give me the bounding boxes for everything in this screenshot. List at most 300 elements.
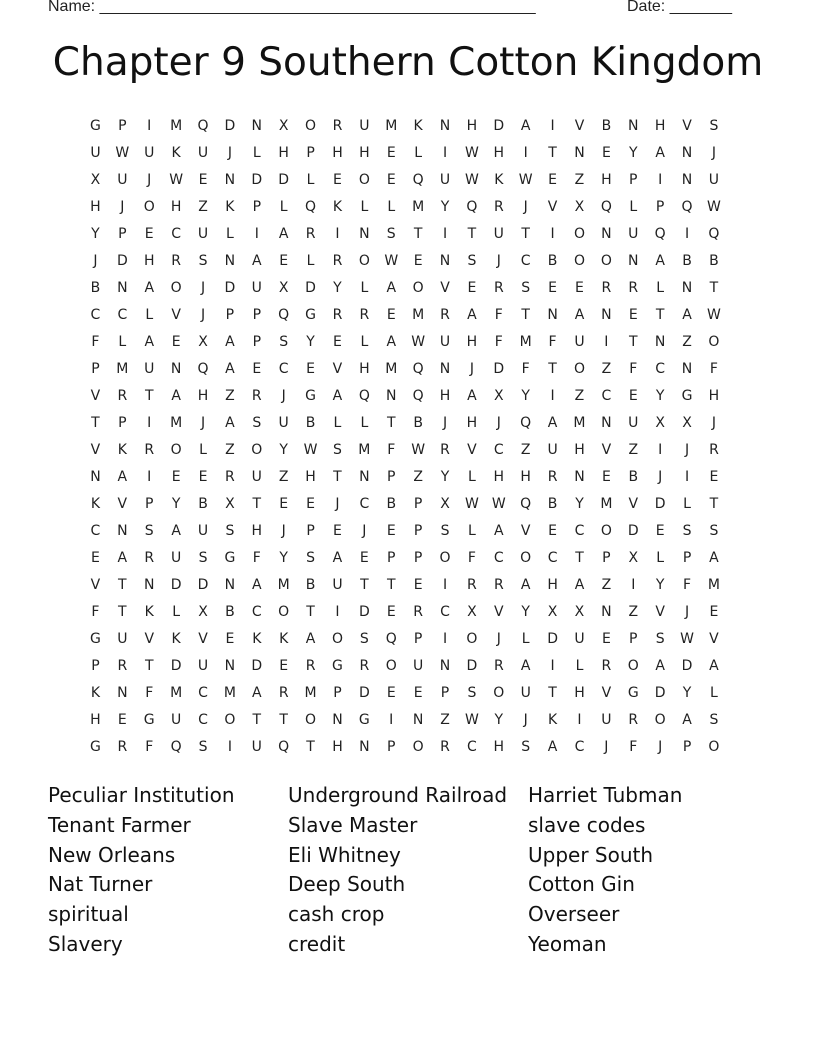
- grid-letter: W: [707, 198, 721, 215]
- grid-letter: L: [656, 279, 665, 296]
- grid-letter: E: [198, 468, 208, 485]
- grid-letter: J: [200, 279, 206, 296]
- word-list-item: Yeoman: [528, 931, 607, 956]
- grid-letter: U: [359, 117, 370, 134]
- grid-letter: Q: [197, 360, 209, 377]
- grid-letter: D: [493, 117, 505, 134]
- grid-letter: P: [91, 657, 100, 674]
- grid-letter: E: [601, 468, 611, 485]
- grid-letter: U: [251, 468, 262, 485]
- grid-letter: A: [655, 657, 665, 674]
- grid-letter: K: [494, 171, 504, 188]
- grid-letter: K: [144, 603, 154, 620]
- word-list-item: slave codes: [528, 812, 646, 837]
- grid-letter: A: [278, 225, 289, 242]
- grid-letter: W: [464, 495, 479, 512]
- grid-letter: K: [90, 684, 101, 701]
- grid-letter: A: [225, 333, 235, 350]
- grid-letter: B: [709, 252, 719, 269]
- grid-letter: D: [170, 576, 182, 593]
- grid-letter: R: [278, 684, 289, 701]
- grid-letter: F: [252, 549, 261, 566]
- grid-letter: B: [198, 495, 208, 512]
- word-list-item: spiritual: [48, 902, 129, 927]
- grid-letter: A: [252, 684, 262, 701]
- grid-letter: V: [494, 603, 504, 620]
- grid-letter: T: [548, 360, 557, 377]
- grid-letter: H: [251, 522, 263, 539]
- grid-letter: P: [682, 549, 692, 566]
- grid-letter: O: [573, 225, 585, 242]
- grid-letter: A: [332, 387, 343, 404]
- grid-letter: R: [144, 549, 155, 566]
- grid-letter: H: [708, 387, 720, 404]
- grid-letter: G: [627, 684, 639, 701]
- grid-letter: V: [171, 306, 181, 323]
- grid-letter: L: [575, 657, 584, 674]
- grid-letter: F: [91, 603, 100, 620]
- word-search-grid: [82, 112, 742, 760]
- grid-letter: Q: [385, 630, 397, 647]
- grid-letter: P: [118, 225, 127, 242]
- grid-letter: K: [413, 117, 423, 134]
- grid-letter: O: [439, 549, 451, 566]
- grid-letter: E: [198, 171, 208, 188]
- grid-letter: N: [439, 360, 451, 377]
- grid-letter: W: [115, 144, 130, 161]
- grid-letter: D: [654, 684, 666, 701]
- grid-letter: A: [655, 252, 665, 269]
- grid-letter: V: [601, 441, 612, 458]
- grid-letter: E: [386, 144, 396, 161]
- grid-letter: P: [413, 522, 423, 539]
- grid-letter: G: [358, 711, 370, 728]
- grid-letter: T: [655, 306, 665, 323]
- grid-letter: O: [305, 711, 317, 728]
- grid-letter: Q: [412, 387, 424, 404]
- grid-letter: C: [655, 360, 666, 377]
- word-list-item: Slave Master: [288, 812, 418, 837]
- grid-letter: N: [654, 333, 666, 350]
- grid-letter: U: [117, 171, 128, 188]
- grid-letter: Y: [440, 198, 450, 215]
- grid-letter: U: [197, 522, 209, 539]
- grid-letter: D: [170, 657, 182, 674]
- grid-letter: T: [118, 576, 127, 593]
- grid-letter: N: [681, 360, 693, 377]
- grid-letter: Q: [412, 360, 424, 377]
- grid-letter: E: [548, 279, 558, 296]
- grid-letter: U: [439, 171, 451, 188]
- grid-letter: U: [117, 630, 128, 647]
- grid-letter: U: [144, 360, 155, 377]
- grid-letter: K: [225, 198, 235, 215]
- grid-letter: A: [709, 657, 719, 674]
- word-column: [288, 781, 528, 960]
- grid-letter: H: [90, 198, 101, 215]
- grid-letter: L: [225, 225, 234, 242]
- grid-letter: S: [279, 333, 289, 350]
- grid-letter: F: [145, 684, 154, 701]
- grid-letter: E: [655, 522, 665, 539]
- grid-letter: C: [251, 603, 262, 620]
- grid-letter: Q: [197, 117, 209, 134]
- grid-letter: Z: [574, 387, 585, 404]
- grid-letter: Q: [520, 414, 532, 431]
- word-column: [48, 781, 288, 960]
- grid-letter: R: [601, 657, 612, 674]
- grid-letter: R: [413, 603, 423, 620]
- grid-letter: N: [224, 171, 236, 188]
- grid-letter: R: [493, 657, 504, 674]
- grid-letter: U: [708, 171, 720, 188]
- grid-letter: Q: [708, 225, 720, 242]
- grid-letter: O: [627, 657, 639, 674]
- grid-letter: I: [442, 144, 448, 161]
- grid-letter: S: [440, 522, 450, 539]
- grid-letter: O: [573, 360, 585, 377]
- grid-letter: E: [225, 630, 235, 647]
- grid-letter: G: [305, 387, 316, 404]
- grid-letter: I: [147, 414, 152, 431]
- grid-letter: N: [681, 144, 693, 161]
- grid-letter: I: [604, 333, 609, 350]
- grid-letter: P: [682, 738, 692, 755]
- grid-letter: F: [683, 576, 692, 593]
- word-list-item: Nat Turner: [48, 872, 153, 897]
- grid-letter: E: [144, 225, 154, 242]
- grid-letter: Q: [305, 198, 317, 215]
- grid-letter: N: [574, 144, 585, 161]
- word-list-item: Peculiar Institution: [48, 783, 235, 807]
- grid-letter: Y: [521, 387, 530, 404]
- grid-letter: L: [387, 198, 396, 215]
- grid-letter: J: [227, 144, 232, 161]
- grid-row: [82, 706, 742, 733]
- grid-letter: W: [680, 630, 694, 647]
- grid-letter: X: [90, 171, 101, 188]
- grid-letter: J: [658, 738, 663, 755]
- grid-letter: V: [467, 441, 477, 458]
- grid-letter: R: [225, 468, 235, 485]
- grid-letter: O: [224, 711, 236, 728]
- grid-letter: R: [171, 252, 181, 269]
- grid-letter: S: [333, 441, 342, 458]
- grid-letter: N: [117, 522, 128, 539]
- grid-letter: X: [278, 117, 289, 134]
- grid-letter: P: [413, 549, 423, 566]
- grid-letter: S: [467, 684, 477, 701]
- grid-letter: D: [681, 657, 693, 674]
- grid-letter: C: [198, 711, 208, 728]
- grid-letter: Q: [681, 198, 693, 215]
- grid-letter: I: [658, 441, 663, 458]
- grid-letter: T: [575, 549, 584, 566]
- grid-letter: V: [440, 279, 450, 296]
- grid-letter: X: [198, 333, 208, 350]
- grid-letter: V: [90, 387, 101, 404]
- grid-letter: R: [467, 576, 477, 593]
- grid-letter: U: [251, 738, 262, 755]
- grid-letter: P: [118, 117, 127, 134]
- grid-letter: S: [386, 225, 396, 242]
- grid-letter: F: [629, 360, 638, 377]
- grid-row: [82, 463, 742, 490]
- grid-letter: X: [682, 414, 692, 431]
- grid-letter: A: [144, 279, 155, 296]
- grid-letter: E: [413, 684, 423, 701]
- grid-letter: M: [304, 684, 317, 701]
- grid-letter: D: [116, 252, 128, 269]
- grid-letter: O: [600, 522, 612, 539]
- grid-letter: X: [655, 414, 665, 431]
- grid-letter: U: [493, 225, 504, 242]
- grid-letter: C: [90, 306, 101, 323]
- grid-letter: F: [387, 441, 396, 458]
- grid-letter: T: [521, 306, 530, 323]
- grid-letter: L: [172, 603, 181, 620]
- grid-letter: E: [467, 279, 477, 296]
- grid-letter: Z: [440, 711, 450, 728]
- grid-letter: Y: [521, 603, 530, 620]
- grid-letter: S: [306, 549, 316, 566]
- grid-letter: O: [331, 630, 343, 647]
- grid-letter: L: [360, 333, 369, 350]
- grid-letter: A: [520, 117, 531, 134]
- grid-letter: M: [170, 414, 183, 431]
- grid-letter: N: [224, 252, 236, 269]
- grid-letter: L: [414, 144, 423, 161]
- grid-row: [82, 166, 742, 193]
- word-list-item: cash crop: [288, 902, 385, 927]
- grid-letter: U: [547, 441, 558, 458]
- grid-letter: V: [198, 630, 208, 647]
- grid-letter: E: [117, 711, 127, 728]
- grid-letter: S: [709, 522, 719, 539]
- grid-letter: K: [117, 441, 127, 458]
- grid-letter: R: [359, 306, 370, 323]
- grid-letter: A: [305, 630, 316, 647]
- grid-letter: Q: [654, 225, 666, 242]
- word-list-item: Upper South: [528, 842, 654, 867]
- grid-letter: J: [281, 522, 286, 539]
- grid-letter: J: [200, 306, 206, 323]
- grid-letter: N: [601, 306, 612, 323]
- grid-letter: P: [440, 684, 450, 701]
- grid-letter: L: [468, 522, 476, 539]
- grid-letter: Q: [170, 738, 182, 755]
- grid-letter: W: [411, 441, 426, 458]
- grid-letter: G: [305, 306, 316, 323]
- grid-letter: D: [224, 117, 236, 134]
- grid-letter: K: [171, 144, 181, 161]
- grid-letter: O: [654, 711, 666, 728]
- grid-letter: V: [144, 630, 155, 647]
- grid-letter: T: [306, 738, 315, 755]
- grid-letter: U: [332, 576, 343, 593]
- grid-letter: H: [601, 171, 612, 188]
- grid-letter: A: [574, 576, 585, 593]
- grid-letter: H: [143, 252, 155, 269]
- grid-letter: I: [658, 171, 663, 188]
- grid-letter: S: [682, 522, 692, 539]
- grid-letter: H: [439, 387, 451, 404]
- grid-letter: T: [628, 333, 638, 350]
- grid-letter: N: [601, 414, 612, 431]
- grid-letter: L: [199, 441, 207, 458]
- name-field-label: Name: _________________________________________________: [48, 0, 536, 15]
- grid-letter: L: [118, 333, 127, 350]
- grid-letter: U: [144, 144, 155, 161]
- grid-letter: I: [550, 225, 555, 242]
- grid-letter: X: [467, 603, 477, 620]
- grid-letter: K: [252, 630, 262, 647]
- grid-row: [82, 679, 742, 706]
- grid-letter: T: [548, 144, 557, 161]
- grid-row: [82, 490, 742, 517]
- grid-letter: H: [493, 738, 505, 755]
- grid-letter: N: [439, 117, 451, 134]
- grid-letter: S: [144, 522, 154, 539]
- grid-letter: A: [655, 144, 665, 161]
- grid-letter: A: [171, 387, 181, 404]
- grid-letter: N: [224, 576, 236, 593]
- grid-letter: R: [117, 387, 128, 404]
- grid-letter: P: [118, 414, 127, 431]
- grid-letter: A: [574, 306, 585, 323]
- grid-letter: V: [117, 495, 128, 512]
- grid-letter: F: [494, 333, 503, 350]
- grid-letter: W: [384, 252, 399, 269]
- grid-letter: T: [333, 468, 342, 485]
- grid-letter: X: [574, 603, 585, 620]
- grid-letter: T: [467, 225, 477, 242]
- grid-letter: U: [251, 279, 262, 296]
- grid-letter: H: [574, 684, 585, 701]
- grid-letter: U: [197, 144, 209, 161]
- grid-letter: P: [413, 630, 423, 647]
- grid-letter: M: [412, 306, 425, 323]
- grid-letter: X: [278, 279, 289, 296]
- grid-letter: L: [252, 144, 261, 161]
- grid-letter: E: [628, 387, 638, 404]
- grid-letter: W: [491, 495, 506, 512]
- grid-letter: J: [684, 603, 690, 620]
- grid-letter: V: [682, 117, 692, 134]
- grid-letter: A: [225, 360, 235, 377]
- grid-letter: Y: [306, 333, 315, 350]
- grid-letter: Y: [440, 468, 450, 485]
- grid-letter: S: [359, 630, 369, 647]
- grid-letter: O: [143, 198, 155, 215]
- grid-letter: U: [574, 333, 585, 350]
- grid-letter: O: [358, 252, 370, 269]
- grid-letter: O: [170, 279, 182, 296]
- grid-letter: T: [548, 684, 557, 701]
- grid-letter: J: [200, 414, 206, 431]
- grid-letter: M: [573, 414, 586, 431]
- grid-letter: T: [413, 225, 423, 242]
- grid-letter: T: [709, 279, 719, 296]
- grid-letter: A: [709, 549, 719, 566]
- grid-letter: O: [708, 738, 720, 755]
- grid-letter: H: [359, 144, 370, 161]
- grid-letter: N: [681, 279, 693, 296]
- grid-letter: J: [335, 495, 340, 512]
- grid-letter: C: [171, 225, 181, 242]
- grid-letter: L: [306, 252, 315, 269]
- grid-letter: N: [90, 468, 101, 485]
- grid-letter: J: [93, 252, 98, 269]
- grid-letter: W: [464, 171, 479, 188]
- grid-letter: C: [520, 252, 531, 269]
- grid-letter: B: [547, 252, 558, 269]
- grid-row: [82, 301, 742, 328]
- grid-letter: N: [601, 225, 612, 242]
- grid-letter: M: [519, 333, 532, 350]
- grid-letter: C: [493, 549, 504, 566]
- grid-letter: O: [358, 171, 370, 188]
- grid-letter: C: [574, 522, 585, 539]
- grid-letter: I: [631, 576, 636, 593]
- grid-letter: C: [117, 306, 128, 323]
- grid-letter: V: [520, 522, 531, 539]
- grid-letter: S: [252, 414, 262, 431]
- grid-row: [82, 193, 742, 220]
- grid-letter: R: [117, 738, 128, 755]
- grid-letter: U: [628, 414, 639, 431]
- grid-letter: X: [574, 198, 585, 215]
- grid-letter: C: [547, 549, 558, 566]
- grid-letter: H: [466, 117, 478, 134]
- grid-letter: J: [658, 468, 663, 485]
- grid-letter: H: [466, 414, 478, 431]
- grid-letter: E: [601, 144, 611, 161]
- grid-letter: O: [385, 657, 397, 674]
- grid-letter: V: [90, 576, 101, 593]
- grid-letter: U: [574, 630, 585, 647]
- grid-letter: I: [147, 117, 152, 134]
- grid-letter: U: [170, 711, 182, 728]
- grid-letter: U: [90, 144, 101, 161]
- grid-letter: E: [306, 360, 315, 377]
- grid-letter: Y: [655, 387, 665, 404]
- grid-letter: T: [252, 711, 262, 728]
- grid-letter: L: [360, 279, 369, 296]
- grid-letter: E: [333, 333, 342, 350]
- grid-letter: Y: [333, 279, 342, 296]
- grid-letter: O: [412, 279, 424, 296]
- grid-letter: G: [90, 630, 101, 647]
- grid-letter: P: [387, 468, 396, 485]
- grid-letter: E: [709, 603, 719, 620]
- grid-letter: R: [305, 225, 316, 242]
- grid-letter: N: [359, 738, 370, 755]
- grid-row: [82, 355, 742, 382]
- grid-letter: G: [224, 549, 236, 566]
- grid-letter: K: [171, 630, 181, 647]
- grid-letter: R: [547, 468, 558, 485]
- grid-letter: B: [225, 603, 235, 620]
- grid-letter: H: [278, 144, 289, 161]
- word-list: [48, 781, 768, 960]
- grid-letter: C: [359, 495, 370, 512]
- grid-letter: N: [628, 117, 639, 134]
- grid-letter: A: [520, 576, 531, 593]
- grid-letter: H: [359, 360, 370, 377]
- grid-letter: L: [629, 198, 638, 215]
- grid-row: [82, 571, 742, 598]
